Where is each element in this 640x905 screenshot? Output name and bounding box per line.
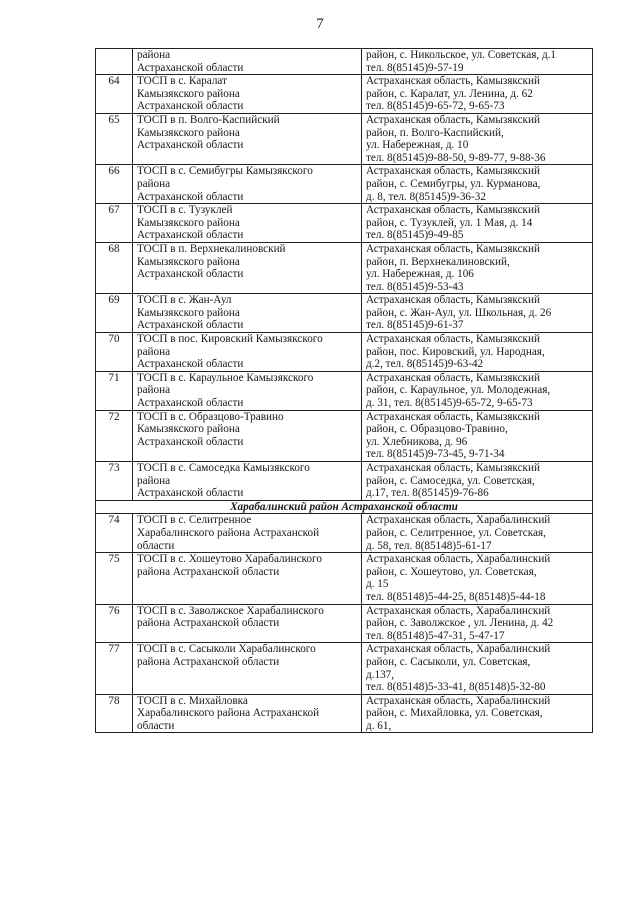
address-line: д.137,	[366, 668, 395, 681]
office-name-line: ТОСП в с. Семибугры Камызякского	[137, 165, 313, 178]
address-line: район, п. Верхнекалиновский,	[366, 255, 510, 268]
address-cell	[362, 462, 593, 501]
row-number: 66	[96, 165, 133, 204]
office-name-line: Камызякского района	[137, 255, 240, 268]
row-number: 71	[96, 371, 133, 410]
table-row	[96, 604, 593, 643]
section-row	[96, 500, 593, 514]
address-cell	[362, 514, 593, 553]
address-line: район, с. Каралат, ул. Ленина, д. 62	[366, 87, 533, 100]
address-line: Астраханская область, Камызякский	[366, 410, 540, 423]
row-number: 70	[96, 333, 133, 372]
address-line: д. 58, тел. 8(85148)5-61-17	[366, 539, 492, 552]
row-number: 72	[96, 410, 133, 461]
office-name-line: Астраханской области	[137, 100, 244, 113]
table-row	[96, 371, 593, 410]
office-name-line: Астраханской области	[137, 487, 244, 500]
address-cell	[362, 204, 593, 243]
address-line: тел. 8(85145)9-57-19	[366, 61, 464, 74]
address-line: Астраханская область, Камызякский	[366, 333, 540, 346]
table-row	[96, 410, 593, 461]
table-row	[96, 204, 593, 243]
office-name-cell	[133, 294, 362, 333]
address-line: тел. 8(85145)9-73-45, 9-71-34	[366, 448, 505, 461]
office-name-line: ТОСП в с. Жан-Аул	[137, 294, 232, 307]
address-line: тел. 8(85145)9-53-43	[366, 280, 464, 293]
office-name-cell	[133, 333, 362, 372]
office-name-line: ТОСП в с. Караульное Камызякского	[137, 371, 314, 384]
office-name-line: ТОСП в п. Верхнекалиновский	[137, 242, 286, 255]
table-row	[96, 49, 593, 75]
row-number: 74	[96, 514, 133, 553]
office-name-line: Астраханской области	[137, 319, 244, 332]
address-line: Астраханская область, Харабалинский	[366, 694, 551, 707]
address-line: ул. Набережная, д. 106	[366, 268, 474, 281]
office-name-line: Камызякского района	[137, 126, 240, 139]
office-name-line: района	[137, 474, 171, 487]
office-name-line: района Астраханской области	[137, 655, 280, 668]
office-name-line: Астраханской области	[137, 190, 244, 203]
office-name-line: ТОСП в с. Селитренное	[137, 514, 252, 527]
office-name-line: Камызякского района	[137, 306, 240, 319]
address-cell	[362, 333, 593, 372]
address-line: район, с. Семибугры, ул. Курманова,	[366, 177, 541, 190]
address-line: Астраханская область, Харабалинский	[366, 514, 551, 527]
office-name-cell	[133, 49, 362, 75]
office-name-line: Астраханской области	[137, 397, 244, 410]
office-name-line: Астраханской области	[137, 139, 244, 152]
office-name-line: района	[137, 177, 171, 190]
address-cell	[362, 294, 593, 333]
office-name-line: ТОСП в с. Тузуклей	[137, 204, 233, 217]
office-name-cell	[133, 694, 362, 733]
office-name-line: района Астраханской области	[137, 617, 280, 630]
address-line: район, с. Караульное, ул. Молодежная,	[366, 384, 551, 397]
address-line: тел. 8(85145)9-61-37	[366, 319, 464, 332]
address-line: д.2, тел. 8(85145)9-63-42	[366, 358, 484, 371]
address-cell	[362, 75, 593, 114]
row-number: 67	[96, 204, 133, 243]
address-cell	[362, 113, 593, 164]
address-line: Астраханская область, Камызякский	[366, 165, 540, 178]
office-name-line: Астраханской области	[137, 435, 244, 448]
table-row	[96, 165, 593, 204]
office-name-cell	[133, 204, 362, 243]
office-name-line: района	[137, 49, 171, 61]
office-name-line: ТОСП в с. Хошеутово Харабалинского	[137, 553, 322, 566]
office-name-cell	[133, 242, 362, 293]
address-line: Астраханская область, Харабалинский	[366, 604, 551, 617]
section-title: Харабалинский район Астраханской области	[96, 500, 593, 514]
address-line: Астраханская область, Камызякский	[366, 204, 540, 217]
table-row	[96, 514, 593, 553]
table-row	[96, 694, 593, 733]
address-line: тел. 8(85145)9-49-85	[366, 229, 464, 242]
office-name-line: ТОСП в с. Каралат	[137, 75, 227, 88]
address-line: Астраханская область, Камызякский	[366, 242, 540, 255]
office-name-cell	[133, 165, 362, 204]
row-number: 78	[96, 694, 133, 733]
office-name-line: Камызякского района	[137, 87, 240, 100]
office-name-line: ТОСП в п. Волго-Каспийский	[137, 113, 280, 126]
row-number: 77	[96, 643, 133, 694]
office-name-line: ТОСП в с. Сасыколи Харабалинского	[137, 643, 316, 656]
address-line: район, с. Михайловка, ул. Советская,	[366, 707, 543, 720]
row-number: 76	[96, 604, 133, 643]
address-cell	[362, 242, 593, 293]
address-line: д.17, тел. 8(85145)9-76-86	[366, 487, 489, 500]
office-name-line: Харабалинского района Астраханской	[137, 707, 320, 720]
office-name-line: области	[137, 539, 175, 552]
office-name-line: ТОСП в с. Образцово-Травино	[137, 410, 284, 423]
address-line: тел. 8(85148)5-44-25, 8(85148)5-44-18	[366, 590, 546, 603]
address-line: Астраханская область, Камызякский	[366, 75, 540, 88]
office-name-cell	[133, 514, 362, 553]
table-row	[96, 75, 593, 114]
address-cell	[362, 165, 593, 204]
table-row	[96, 462, 593, 501]
address-line: д. 61,	[366, 719, 392, 732]
office-name-line: ТОСП в пос. Кировский Камызякского	[137, 333, 323, 346]
registry-table-body	[96, 49, 593, 733]
office-name-line: области	[137, 719, 175, 732]
address-cell	[362, 694, 593, 733]
address-line: д. 15	[366, 578, 389, 591]
address-cell	[362, 604, 593, 643]
address-line: район, с. Тузуклей, ул. 1 Мая, д. 14	[366, 216, 533, 229]
address-cell	[362, 371, 593, 410]
table-row	[96, 242, 593, 293]
table-row	[96, 643, 593, 694]
row-number	[96, 49, 133, 75]
address-line: тел. 8(85148)5-33-41, 8(85148)5-32-80	[366, 681, 546, 694]
address-line: Астраханская область, Камызякский	[366, 462, 540, 474]
address-line: Астраханская область, Харабалинский	[366, 643, 551, 656]
row-number: 65	[96, 113, 133, 164]
office-name-line: ТОСП в с. Михайловка	[137, 694, 248, 707]
page-number: 7	[316, 16, 324, 32]
office-name-cell	[133, 604, 362, 643]
address-cell	[362, 643, 593, 694]
table-row	[96, 553, 593, 604]
address-cell	[362, 410, 593, 461]
address-line: тел. 8(85145)9-88-50, 9-89-77, 9-88-36	[366, 151, 546, 164]
address-line: район, с. Заволжское , ул. Ленина, д. 42	[366, 617, 554, 630]
address-line: д. 8, тел. 8(85145)9-36-32	[366, 190, 486, 203]
registry-table	[95, 48, 593, 733]
office-name-line: Камызякского района	[137, 423, 240, 436]
address-line: район, пос. Кировский, ул. Народная,	[366, 345, 545, 358]
office-name-cell	[133, 371, 362, 410]
row-number: 64	[96, 75, 133, 114]
office-name-line: района	[137, 384, 171, 397]
address-line: район, с. Самоседка, ул. Советская,	[366, 474, 535, 487]
office-name-cell	[133, 410, 362, 461]
address-line: ул. Набережная, д. 10	[366, 139, 469, 152]
address-cell	[362, 553, 593, 604]
address-line: Астраханская область, Камызякский	[366, 371, 540, 384]
address-line: район, с. Жан-Аул, ул. Школьная, д. 26	[366, 306, 552, 319]
address-line: Астраханская область, Камызякский	[366, 294, 540, 307]
address-line: д. 31, тел. 8(85145)9-65-72, 9-65-73	[366, 397, 533, 410]
office-name-cell	[133, 462, 362, 501]
office-name-line: Астраханской области	[137, 358, 244, 371]
row-number: 69	[96, 294, 133, 333]
row-number: 68	[96, 242, 133, 293]
address-line: район, с. Селитренное, ул. Советская,	[366, 526, 546, 539]
address-line: район, с. Сасыколи, ул. Советская,	[366, 655, 531, 668]
address-line: ул. Хлебникова, д. 96	[366, 435, 468, 448]
office-name-line: района Астраханской области	[137, 565, 280, 578]
office-name-line: ТОСП в с. Самоседка Камызякского	[137, 462, 310, 474]
address-line: тел. 8(85145)9-65-72, 9-65-73	[366, 100, 505, 113]
office-name-line: Астраханской области	[137, 268, 244, 281]
address-line: район, п. Волго-Каспийский,	[366, 126, 504, 139]
address-line: район, с. Хошеутово, ул. Советская,	[366, 565, 537, 578]
office-name-cell	[133, 553, 362, 604]
office-name-line: Камызякского района	[137, 216, 240, 229]
address-line: тел. 8(85148)5-47-31, 5-47-17	[366, 629, 505, 642]
address-line: Астраханская область, Харабалинский	[366, 553, 551, 566]
office-name-line: Астраханской области	[137, 61, 244, 74]
table-row	[96, 333, 593, 372]
table-row	[96, 113, 593, 164]
office-name-cell	[133, 113, 362, 164]
address-line: район, с. Никольское, ул. Советская, д.1	[366, 49, 557, 61]
row-number: 73	[96, 462, 133, 501]
address-line: Астраханская область, Камызякский	[366, 113, 540, 126]
table-row	[96, 294, 593, 333]
office-name-cell	[133, 75, 362, 114]
office-name-line: Харабалинского района Астраханской	[137, 526, 320, 539]
address-line: район, с. Образцово-Травино,	[366, 423, 508, 436]
office-name-cell	[133, 643, 362, 694]
address-cell	[362, 49, 593, 75]
row-number: 75	[96, 553, 133, 604]
office-name-line: ТОСП в с. Заволжское Харабалинского	[137, 604, 324, 617]
office-name-line: Астраханской области	[137, 229, 244, 242]
office-name-line: района	[137, 345, 171, 358]
